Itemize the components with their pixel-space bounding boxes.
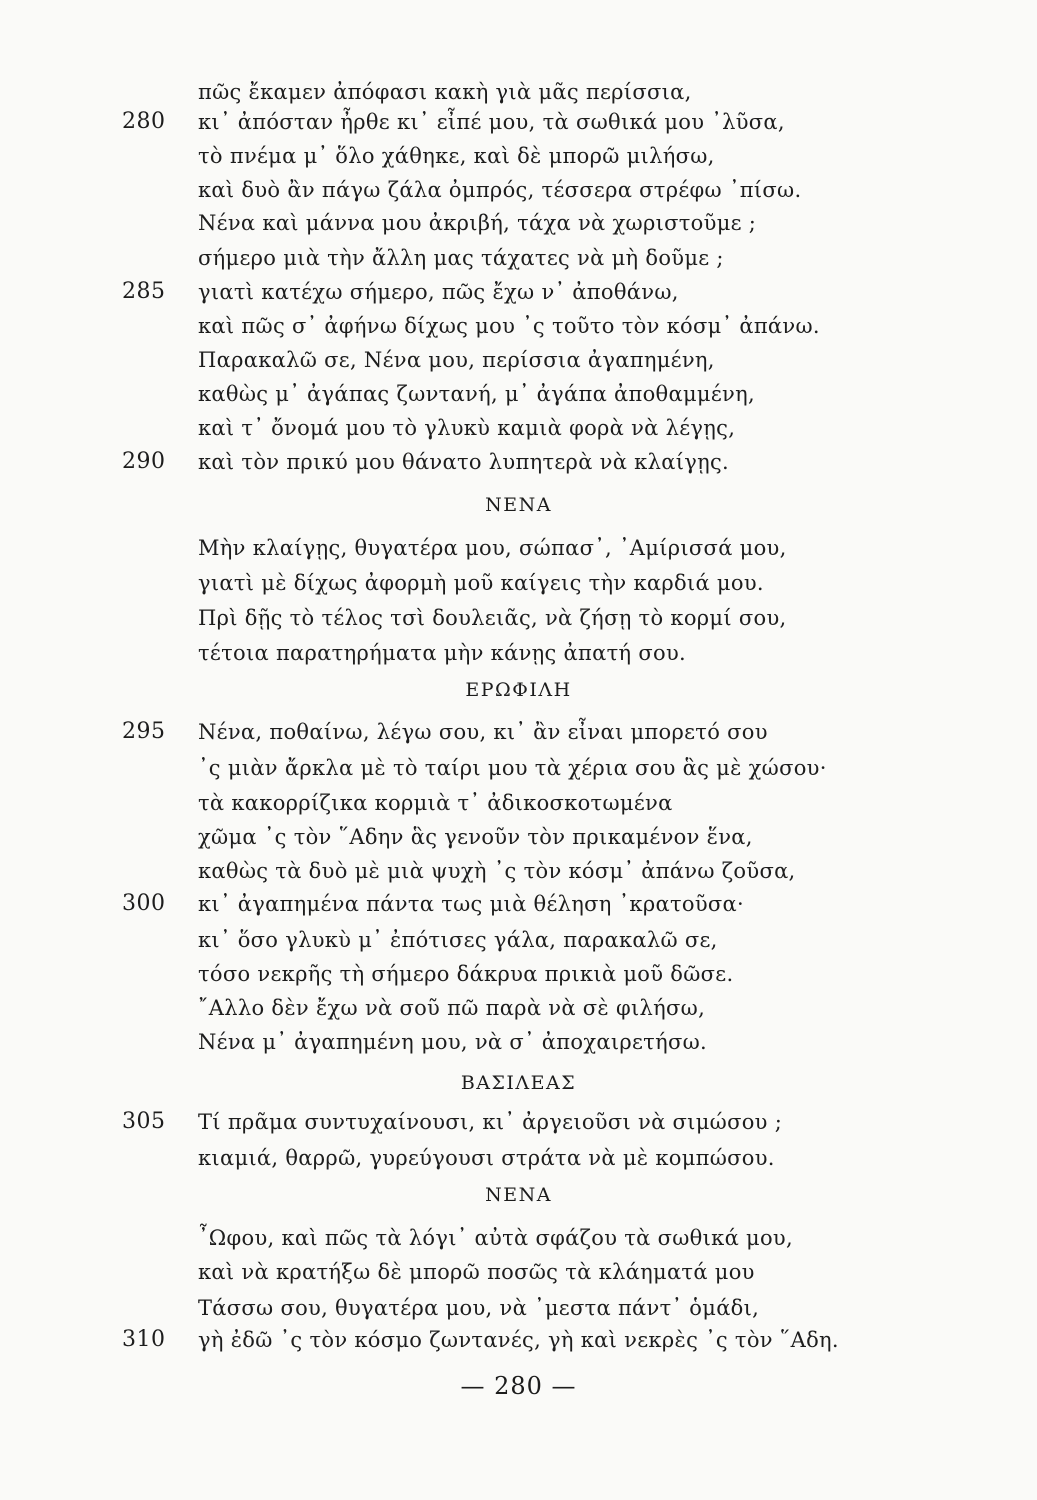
verse-text: Παρακαλῶ σε, Νένα μου, περίσσια ἀγαπημένη, [198,348,715,372]
verse-line [0,172,1037,208]
line-number: 295 [122,719,166,744]
speaker-heading: ΕΡΩΦΙΛΗ [465,679,572,701]
verse-text: πῶς ἔκαμεν ἀπόφασι κακὴ γιὰ μᾶς περίσσια, [198,80,692,104]
verse-line [0,1104,1037,1140]
verse-line [0,565,1037,601]
verse-line [0,1322,1037,1358]
verse-line [0,600,1037,636]
verse-text: Νένα, ποθαίνω, λέγω σου, κι᾿ ἂν εἶναι μπορετό σου [198,720,768,744]
verse-text: ῏Ωφου, καὶ πῶς τὰ λόγι᾿ αὐτὰ σφάζου τὰ σωθικά μου, [198,1226,793,1250]
verse-line [0,1290,1037,1326]
verse-line [0,240,1037,276]
verse-text: τέτοια παρατηρήματα μὴν κάνῃς ἀπατή σου. [198,641,687,665]
verse-line [0,714,1037,750]
verse-text: καὶ δυὸ ἂν πάγω ζάλα ὀμπρός, τέσσερα στρέφω ᾿πίσω. [198,178,802,202]
line-number: 305 [122,1109,166,1134]
page-number: — 280 — [460,1372,577,1400]
verse-text: κιαμιά, θαρρῶ, γυρεύγουσι στράτα νὰ μὲ κομπώσου. [198,1146,775,1170]
verse-line [0,308,1037,344]
verse-text: γιατὶ κατέχω σήμερο, πῶς ἔχω ν᾿ ἀποθάνω, [198,280,679,304]
verse-line [0,1220,1037,1256]
verse-text: Τάσσω σου, θυγατέρα μου, νὰ ᾿μεστα πάντ᾿ ὁμάδι, [198,1296,760,1320]
verse-text: καὶ τὸν πρικύ μου θάνατο λυπητερὰ νὰ κλαίγῃς. [198,450,730,474]
verse-line [0,990,1037,1026]
verse-line [0,138,1037,174]
verse-text: τὰ κακορρίζικα κορμιὰ τ᾿ ἀδικοσκοτωμένα [198,791,673,815]
verse-text: Νένα καὶ μάννα μου ἀκριβή, τάχα νὰ χωριστοῦμε ; [198,211,757,235]
line-number: 300 [122,891,166,916]
verse-text: Τί πρᾶμα συντυχαίνουσι, κι᾿ ἀργειοῦσι νὰ σιμώσου ; [198,1110,783,1134]
verse-line [0,342,1037,378]
verse-text: καὶ πῶς σ᾿ ἀφήνω δίχως μου ᾿ς τοῦτο τὸν κόσμ᾿ ἀπάνω. [198,314,820,338]
verse-text: χῶμα ᾿ς τὸν ῞Αδην ἃς γενοῦν τὸν πρικαμένον ἕνα, [198,825,753,849]
line-number: 280 [122,109,166,134]
verse-text: κι᾿ ἀπόσταν ἦρθε κι᾿ εἶπέ μου, τὰ σωθικά μου ᾿λῦσα, [198,110,785,134]
verse-text: Μὴν κλαίγῃς, θυγατέρα μου, σώπασ᾿, ᾿Αμίρισσά μου, [198,536,787,560]
verse-line [0,886,1037,922]
verse-line [0,530,1037,566]
speaker-heading: ΝΕΝΑ [485,1184,552,1206]
verse-line [0,750,1037,786]
verse-line [0,922,1037,958]
verse-text: κι᾿ ὅσο γλυκὺ μ᾿ ἐπότισες γάλα, παρακαλῶ σε, [198,928,718,952]
verse-text: ῎Αλλο δὲν ἔχω νὰ σοῦ πῶ παρὰ νὰ σὲ φιλήσω, [198,996,706,1020]
verse-line [0,104,1037,140]
verse-line [0,376,1037,412]
verse-line [0,274,1037,310]
line-number: 290 [122,449,166,474]
verse-line [0,410,1037,446]
verse-line [0,956,1037,992]
line-number: 285 [122,279,166,304]
verse-text: σήμερο μιὰ τὴν ἄλλη μας τάχατες νὰ μὴ δοῦμε ; [198,246,724,270]
verse-line [0,853,1037,889]
verse-text: ᾿ς μιὰν ἄρκλα μὲ τὸ ταίρι μου τὰ χέρια σου ἃς μὲ χώσου· [198,756,827,780]
verse-line [0,819,1037,855]
verse-text: τὸ πνέμα μ᾿ ὅλο χάθηκε, καὶ δὲ μπορῶ μιλήσω, [198,144,715,168]
verse-line [0,1254,1037,1290]
verse-line [0,444,1037,480]
speaker-heading: ΝΕΝΑ [485,494,552,516]
verse-line [0,1140,1037,1176]
verse-line [0,1024,1037,1060]
verse-text: τόσο νεκρῆς τὴ σήμερο δάκρυα πρικιὰ μοῦ δῶσε. [198,962,734,986]
verse-text: γιατὶ μὲ δίχως ἀφορμὴ μοῦ καίγεις τὴν καρδιά μου. [198,571,764,595]
verse-text: καθὼς τὰ δυὸ μὲ μιὰ ψυχὴ ᾿ς τὸν κόσμ᾿ ἀπάνω ζοῦσα, [198,859,796,883]
verse-text: καὶ τ᾿ ὄνομά μου τὸ γλυκὺ καμιὰ φορὰ νὰ λέγῃς, [198,416,736,440]
verse-text: Πρὶ δῇς τὸ τέλος τσὶ δουλειᾶς, νὰ ζήσῃ τὸ κορμί σου, [198,606,787,630]
verse-line [0,785,1037,821]
verse-text: Νένα μ᾿ ἀγαπημένη μου, νὰ σ᾿ ἀποχαιρετήσω. [198,1030,708,1054]
verse-text: γὴ ἐδῶ ᾿ς τὸν κόσμο ζωντανές, γὴ καὶ νεκρὲς ᾿ς τὸν ῞Αδη. [198,1328,839,1352]
line-number: 310 [122,1327,166,1352]
verse-line [0,635,1037,671]
verse-text: καθὼς μ᾿ ἀγάπας ζωντανή, μ᾿ ἀγάπα ἀποθαμμένη, [198,382,755,406]
verse-text: καὶ νὰ κρατήξω δὲ μπορῶ ποσῶς τὰ κλάηματά μου [198,1260,755,1284]
speaker-heading: ΒΑΣΙΛΕΑΣ [460,1072,577,1094]
verse-line [0,205,1037,241]
verse-text: κι᾿ ἀγαπημένα πάντα τως μιὰ θέληση ᾿κρατοῦσα· [198,892,744,916]
